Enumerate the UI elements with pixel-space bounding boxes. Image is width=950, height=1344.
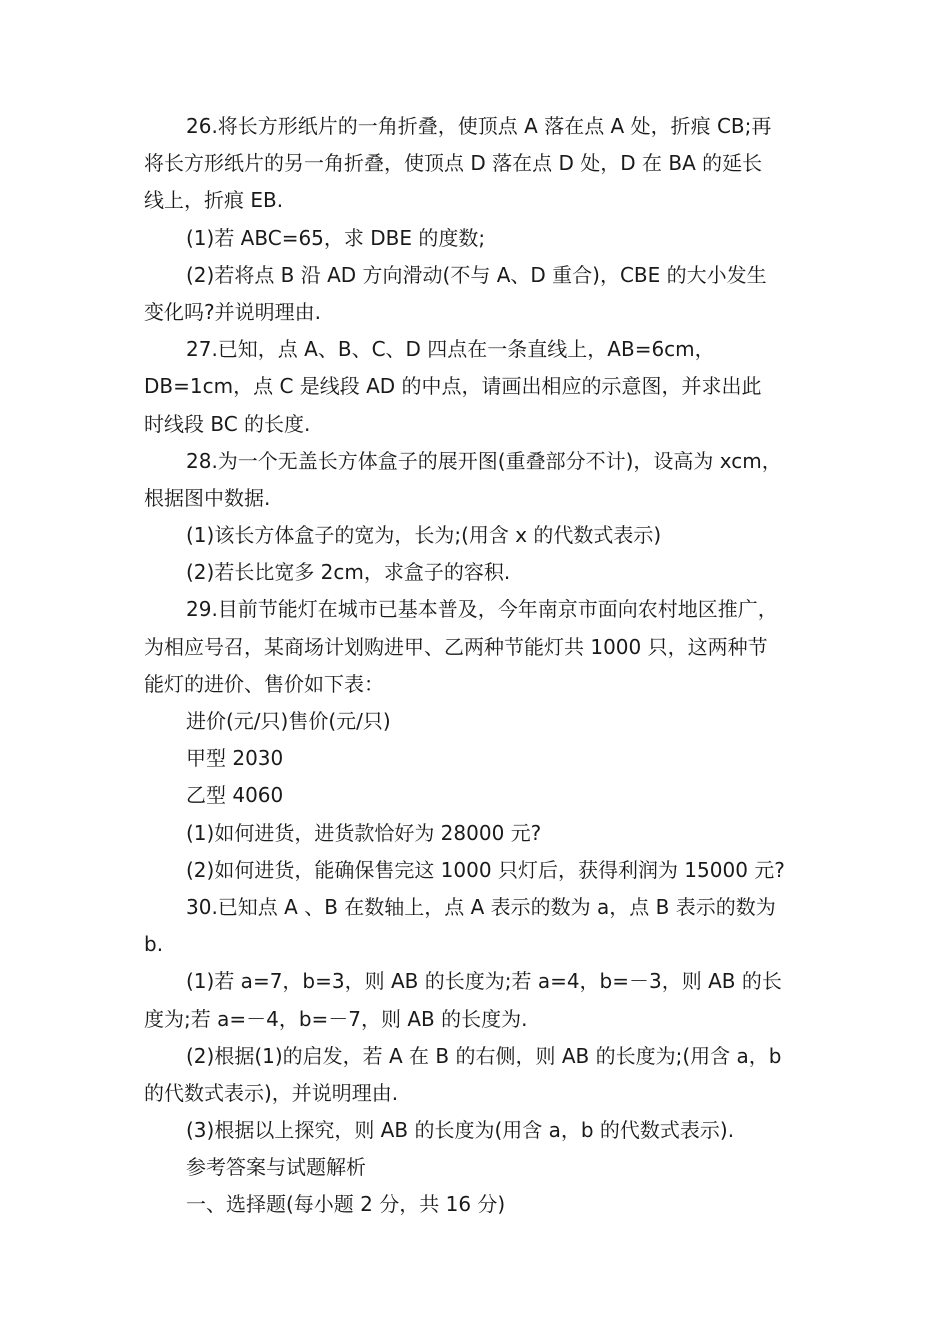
q29-table-header: 进价(元/只)售价(元/只): [186, 709, 391, 733]
q26-line-2: 将长方形纸片的另一角折叠，使顶点 D 落在点 D 处，D 在 BA 的延长: [144, 151, 763, 176]
q30-part-1-line-2: 度为;若 a=－4，b=－7，则 AB 的长度为.: [144, 1006, 528, 1031]
q29-part-2: (2)如何进货，能确保售完这 1000 只灯后，获得利润为 15000 元?: [186, 857, 785, 882]
q26-line-1: 26.将长方形纸片的一角折叠，使顶点 A 落在点 A 处，折痕 CB;再: [186, 114, 772, 138]
q29-table-row-a: 甲型 2030: [186, 746, 284, 771]
q26-part-1: (1)若 ABC=65，求 DBE 的度数;: [186, 225, 486, 250]
q27-line-3: 时线段 BC 的长度.: [144, 411, 311, 436]
q30-part-2-line-1: (2)根据(1)的启发，若 A 在 B 的右侧，则 AB 的长度为;(用含 a，b: [186, 1043, 782, 1068]
q30-part-1-line-1: (1)若 a=7，b=3，则 AB 的长度为;若 a=4，b=－3，则 AB 的长: [186, 969, 782, 994]
answers-heading: 参考答案与试题解析: [186, 1155, 366, 1180]
q27-line-2: DB=1cm，点 C 是线段 AD 的中点，请画出相应的示意图，并求出此: [144, 374, 762, 399]
q29-line-1: 29.目前节能灯在城市已基本普及，今年南京市面向农村地区推广，: [186, 597, 778, 622]
q27-line-1: 27.已知，点 A、B、C、D 四点在一条直线上，AB=6cm，: [186, 337, 715, 362]
q28-line-2: 根据图中数据.: [144, 485, 271, 510]
document-page: [144, 108, 808, 1224]
q28-part-2: (2)若长比宽多 2cm，求盒子的容积.: [186, 560, 511, 585]
q28-part-1: (1)该长方体盒子的宽为，长为;(用含 x 的代数式表示): [186, 523, 662, 548]
q28-line-1: 28.为一个无盖长方体盒子的展开图(重叠部分不计)，设高为 xcm，: [186, 448, 782, 473]
section-heading: 一、选择题(每小题 2 分，共 16 分): [186, 1192, 506, 1217]
q29-table-row-b: 乙型 4060: [186, 783, 284, 808]
q30-line-2: b.: [144, 932, 164, 957]
q29-line-3: 能灯的进价、售价如下表：: [144, 671, 384, 696]
q30-part-2-line-2: 的代数式表示)，并说明理由.: [144, 1080, 399, 1105]
q26-line-3: 线上，折痕 EB.: [144, 188, 284, 213]
q29-line-2: 为相应号召，某商场计划购进甲、乙两种节能灯共 1000 只，这两种节: [144, 634, 768, 659]
q26-part-2-line-2: 变化吗?并说明理由.: [144, 299, 321, 324]
q29-part-1: (1)如何进货，进货款恰好为 28000 元?: [186, 820, 542, 845]
q30-part-3: (3)根据以上探究，则 AB 的长度为(用含 a，b 的代数式表示).: [186, 1118, 735, 1143]
q26-part-2-line-1: (2)若将点 B 沿 AD 方向滑动(不与 A、D 重合)，CBE 的大小发生: [186, 262, 767, 287]
q30-line-1: 30.已知点 A 、B 在数轴上，点 A 表示的数为 a，点 B 表示的数为: [186, 894, 776, 919]
